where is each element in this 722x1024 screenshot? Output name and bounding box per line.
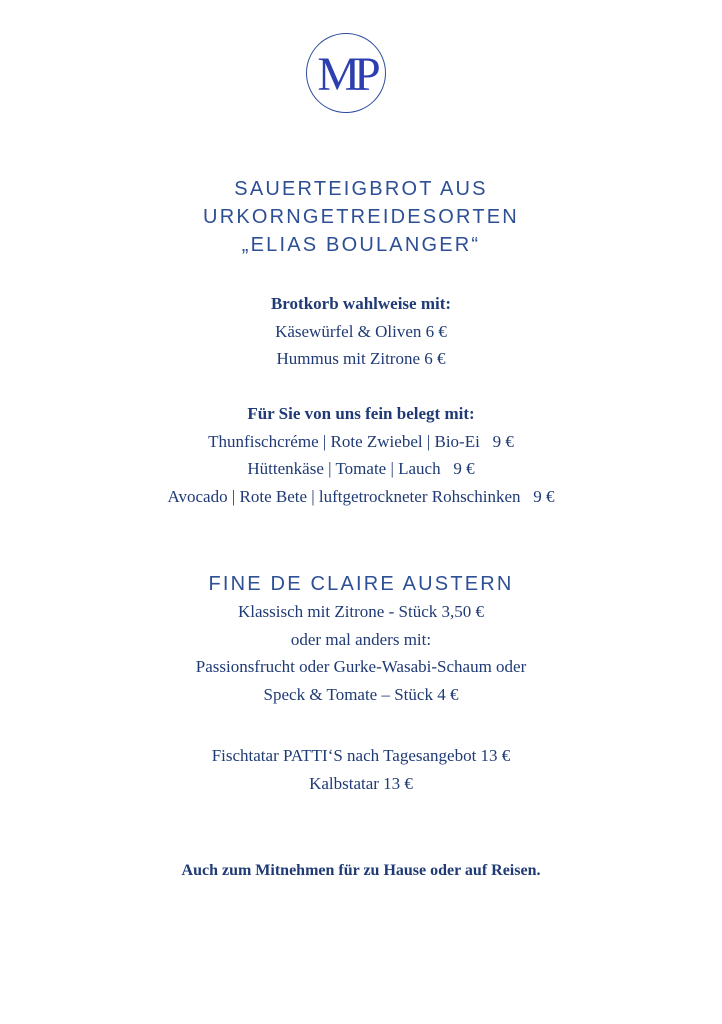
bread-heading <box>0 175 722 259</box>
takeaway-note-section <box>0 857 722 885</box>
bread-basket-section <box>0 290 722 373</box>
logo-icon <box>305 32 387 114</box>
topped-bread-title: Für Sie von uns fein belegt mit: <box>247 404 475 423</box>
heading-line: „ELIAS BOULANGER“ <box>241 234 481 256</box>
topped-bread-section <box>0 400 722 510</box>
tatar-section <box>0 742 722 797</box>
monogram-logo <box>305 32 387 114</box>
bread-basket-title: Brotkorb wahlweise mit: <box>270 294 452 313</box>
heading-line: SAUERTEIGBROT AUS <box>234 178 488 200</box>
takeaway-note: Auch zum Mitnehmen für zu Hause oder auf Reisen. <box>181 862 541 879</box>
menu-item: Hüttenkäse | Tomate | Lauch 9 € <box>247 459 475 479</box>
menu-item: Thunfischcréme | Rote Zwiebel | Bio-Ei 9 € <box>208 431 514 451</box>
logo-letters: MP <box>317 48 375 101</box>
menu-item: Speck & Tomate – Stück 4 € <box>263 684 459 704</box>
menu-item: Käsewürfel & Oliven 6 € <box>275 321 447 341</box>
oysters-section <box>0 570 722 708</box>
menu-item: Hummus mit Zitrone 6 € <box>276 349 446 369</box>
oysters-heading: FINE DE CLAIRE AUSTERN <box>208 573 514 595</box>
menu-item: Fischtatar PATTI‘S nach Tagesangebot 13 € <box>211 746 511 765</box>
menu-item: Passionsfrucht oder Gurke-Wasabi-Schaum oder <box>195 657 527 677</box>
menu-item: Klassisch mit Zitrone - Stück 3,50 € <box>237 602 484 621</box>
menu-item: Kalbstatar 13 € <box>309 773 413 793</box>
menu-item: Avocado | Rote Bete | luftgetrockneter Rohschinken 9 € <box>167 486 555 506</box>
heading-line: URKORNGETREIDESORTEN <box>203 206 519 228</box>
menu-item: oder mal anders mit: <box>290 629 432 649</box>
